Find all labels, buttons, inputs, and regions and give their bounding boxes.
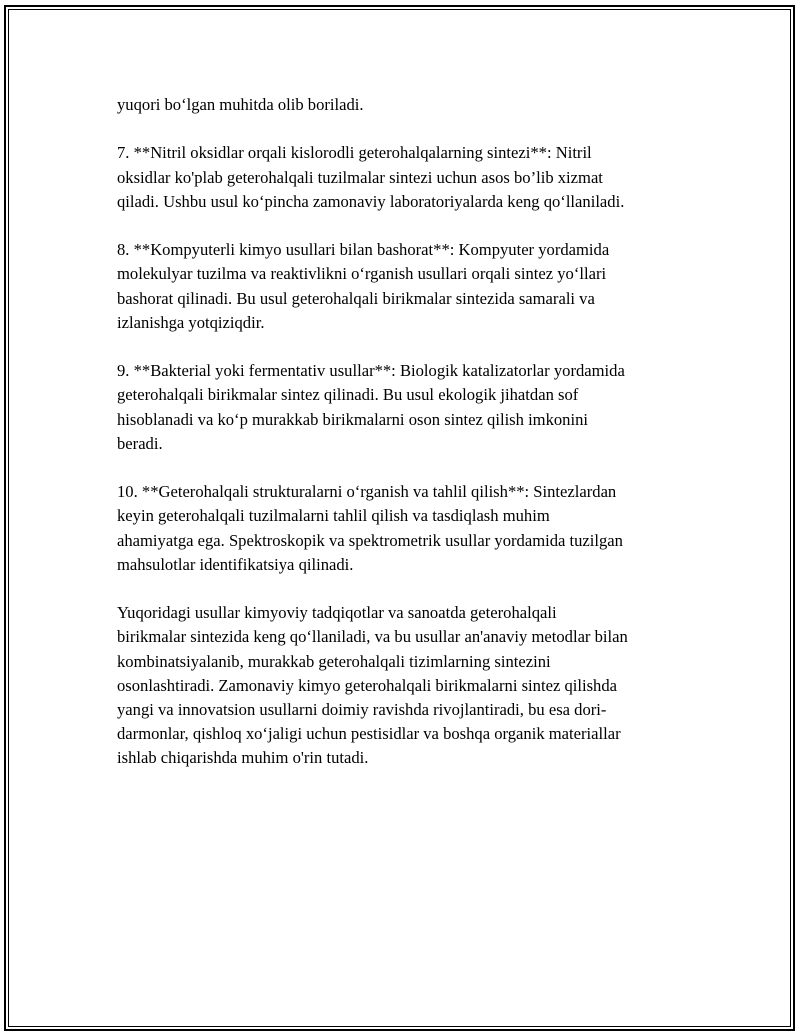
paragraph-conclusion [117,601,687,770]
text-line: geterohalqali birikmalar sintez qilinadi. Bu usul ekologik jihatdan sof [117,385,579,405]
text-line: yangi va innovatsion usullarni doimiy ravishda rivojlantiradi, bu esa dori- [117,700,607,719]
text-line: beradi. [117,433,163,453]
text-line: yuqori bo‘lgan muhitda olib boriladi. [117,95,364,114]
text-line: hisoblanadi va ko‘p murakkab birikmalarni oson sintez qilish imkonini [117,409,589,429]
text-line: 9. **Bakterial yoki fermentativ usullar**: Biologik katalizatorlar yordamida [117,361,625,381]
paragraph-item-7 [117,141,687,214]
text-line: 8. **Kompyuterli kimyo usullari bilan bashorat**: Kompyuter yordamida [117,240,610,260]
paragraph-item-9 [117,359,687,456]
text-line: Yuqoridagi usullar kimyoviy tadqiqotlar va sanoatda geterohalqali [117,603,557,623]
paragraph-item-10 [117,480,687,577]
text-line: osonlashtiradi. Zamonaviy kimyo geterohalqali birikmalarni sintez qilishda [117,675,618,695]
text-line: kombinatsiyalanib, murakkab geterohalqali tizimlarning sintezini [117,651,551,671]
text-line: ahamiyatga ega. Spektroskopik va spektrometrik usullar yordamida tuzilgan [117,530,623,550]
text-line: bashorat qilinadi. Bu usul geterohalqali birikmalar sintezida samarali va [117,288,595,308]
document-page [4,5,795,1031]
text-line: qiladi. Ushbu usul ko‘pincha zamonaviy laboratoriyalarda keng qo‘llaniladi. [117,191,625,211]
text-line: birikmalar sintezida keng qo‘llaniladi, va bu usullar an'anaviy metodlar bilan [117,627,628,647]
paragraph-continuation [117,93,687,117]
text-line: molekulyar tuzilma va reaktivlikni o‘rganish usullari orqali sintez yo‘llari [117,264,607,284]
text-line: oksidlar ko'plab geterohalqali tuzilmalar sintezi uchun asos bo’lib xizmat [117,167,603,187]
text-line: mahsulotlar identifikatsiya qilinadi. [117,554,354,574]
text-line: keyin geterohalqali tuzilmalarni tahlil qilish va tasdiqlash muhim [117,506,550,526]
text-line: izlanishga yotqiziqdir. [117,312,265,332]
text-line: 7. **Nitril oksidlar orqali kislorodli geterohalqalarning sintezi**: Nitril [117,143,592,163]
document-body [117,93,687,795]
text-line: ishlab chiqarishda muhim o'rin tutadi. [117,748,369,768]
text-line: darmonlar, qishloq xo‘jaligi uchun pestisidlar va boshqa organik materiallar [117,724,621,744]
text-line: 10. **Geterohalqali strukturalarni o‘rganish va tahlil qilish**: Sintezlardan [117,482,617,502]
paragraph-item-8 [117,238,687,335]
